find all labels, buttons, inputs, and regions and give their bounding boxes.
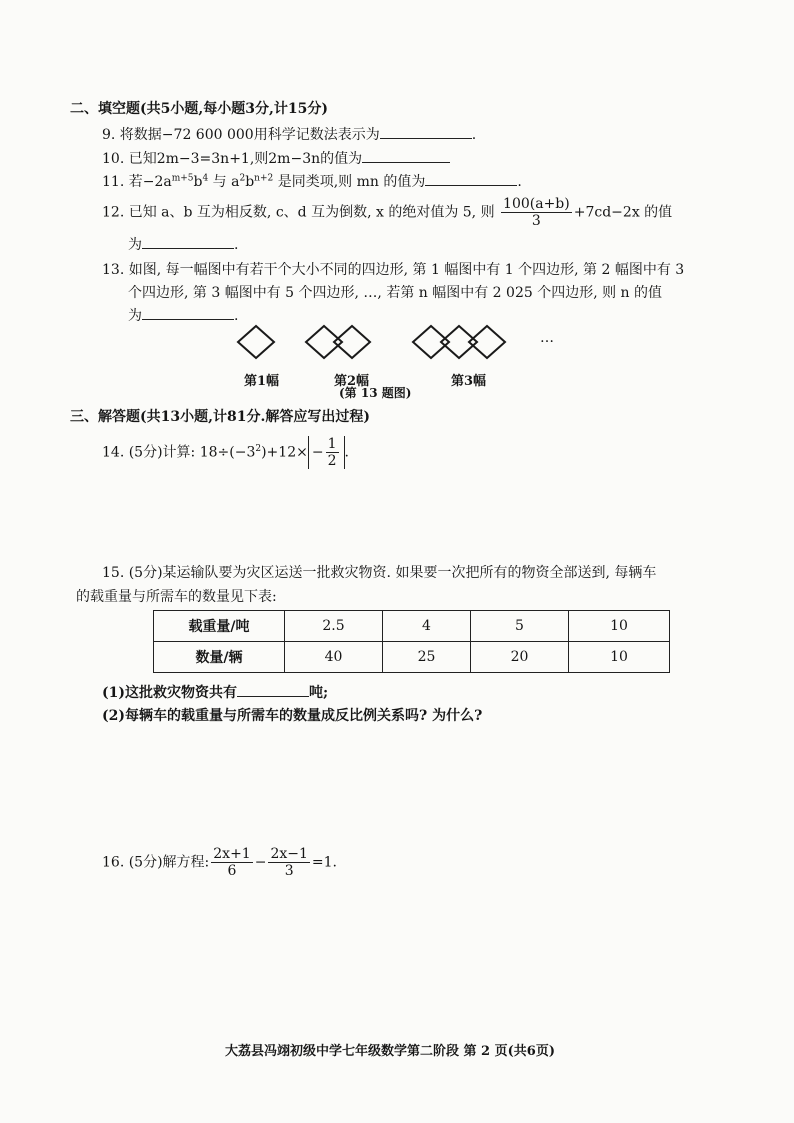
question-15-line1: 15. (5分)某运输队要为灾区运送一批救灾物资. 如果要一次把所有的物资全部送到, 每辆车 — [102, 565, 657, 581]
diamond-fig2-a — [306, 326, 342, 358]
answer-blank[interactable] — [237, 682, 309, 697]
answer-blank[interactable] — [142, 305, 234, 320]
page-footer: 大荔县冯翊初级中学七年级数学第二阶段 第 2 页(共6页) — [225, 1044, 555, 1059]
answer-blank[interactable] — [425, 171, 517, 186]
figure-label-3: 第3幅 — [451, 374, 487, 389]
question-16: 16. (5分)解方程: $\frac{2x+1}{6}$ − $\frac{2x-1}{3}$ =1. — [102, 846, 337, 879]
question-10: 10. 已知2m−3=3n+1,则2m−3n的值为 — [102, 148, 450, 168]
question-13-line1: 13. 如图, 每一幅图中有若干个大小不同的四边形, 第 1 幅图中有 1 个四边形, 第 2 幅图中有 3 — [102, 262, 685, 278]
table-row: 载重量/吨 2.5 4 5 10 — [154, 611, 670, 642]
question-13-line3: 为 . — [128, 305, 238, 325]
figure-caption: (第 13 题图) — [339, 386, 412, 400]
question-14: 14. (5分)计算: $18\div(-3^2)+12\times$ − $\frac{1}{2}$ . — [102, 436, 349, 469]
figure-label-2: 第2幅 — [334, 374, 370, 389]
section3-heading: 三、解答题(共13小题,计81分.解答应写出过程) — [70, 409, 370, 425]
table-row: 数量/辆 40 25 20 10 — [154, 642, 670, 673]
diamond-fig3-a — [413, 326, 449, 358]
diamond-fig1 — [238, 326, 274, 358]
diamond-fig3-b — [441, 326, 477, 358]
question-11: 11. 若$-2a^{m+5}b^4$ 与 $a^2b^{n+2}$ 是同类项,则 mn 的值为 . — [102, 171, 522, 191]
diamond-fig3-c — [469, 326, 505, 358]
absolute-value: − $\frac{1}{2}$ — [308, 436, 345, 469]
question-9: 9. 将数据−72 600 000用科学记数法表示为 . — [102, 124, 476, 144]
answer-blank[interactable] — [362, 148, 450, 163]
diamond-fig2-b — [334, 326, 370, 358]
question-13-line2: 个四边形, 第 3 幅图中有 5 个四边形, …, 若第 n 幅图中有 2 025 个四边形, 则 n 的值 — [128, 285, 663, 301]
figure-label-1: 第1幅 — [244, 374, 280, 389]
question-12: 12. 已知 a、b 互为相反数, c、d 互为倒数, x 的绝对值为 5, 则 $\frac{100(a+b)}{3}$ +7cd−2x 的值 — [102, 196, 673, 229]
question-15-line2: 的载重量与所需车的数量见下表: — [76, 589, 277, 605]
question-12-line2: 为 . — [128, 234, 238, 254]
question-15-part2: (2)每辆车的载重量与所需车的数量成反比例关系吗? 为什么? — [102, 708, 483, 724]
fraction: $\frac{100(a+b)}{3}$ — [503, 196, 570, 229]
answer-blank[interactable] — [142, 234, 234, 249]
figure-ellipsis: … — [540, 330, 554, 346]
question-15-part1: (1)这批救灾物资共有 吨; — [102, 682, 328, 702]
section2-heading: 二、填空题(共5小题,每小题3分,计15分) — [70, 101, 328, 117]
figure-13-diamonds — [230, 322, 570, 364]
load-quantity-table — [153, 610, 670, 673]
answer-blank[interactable] — [380, 124, 472, 139]
